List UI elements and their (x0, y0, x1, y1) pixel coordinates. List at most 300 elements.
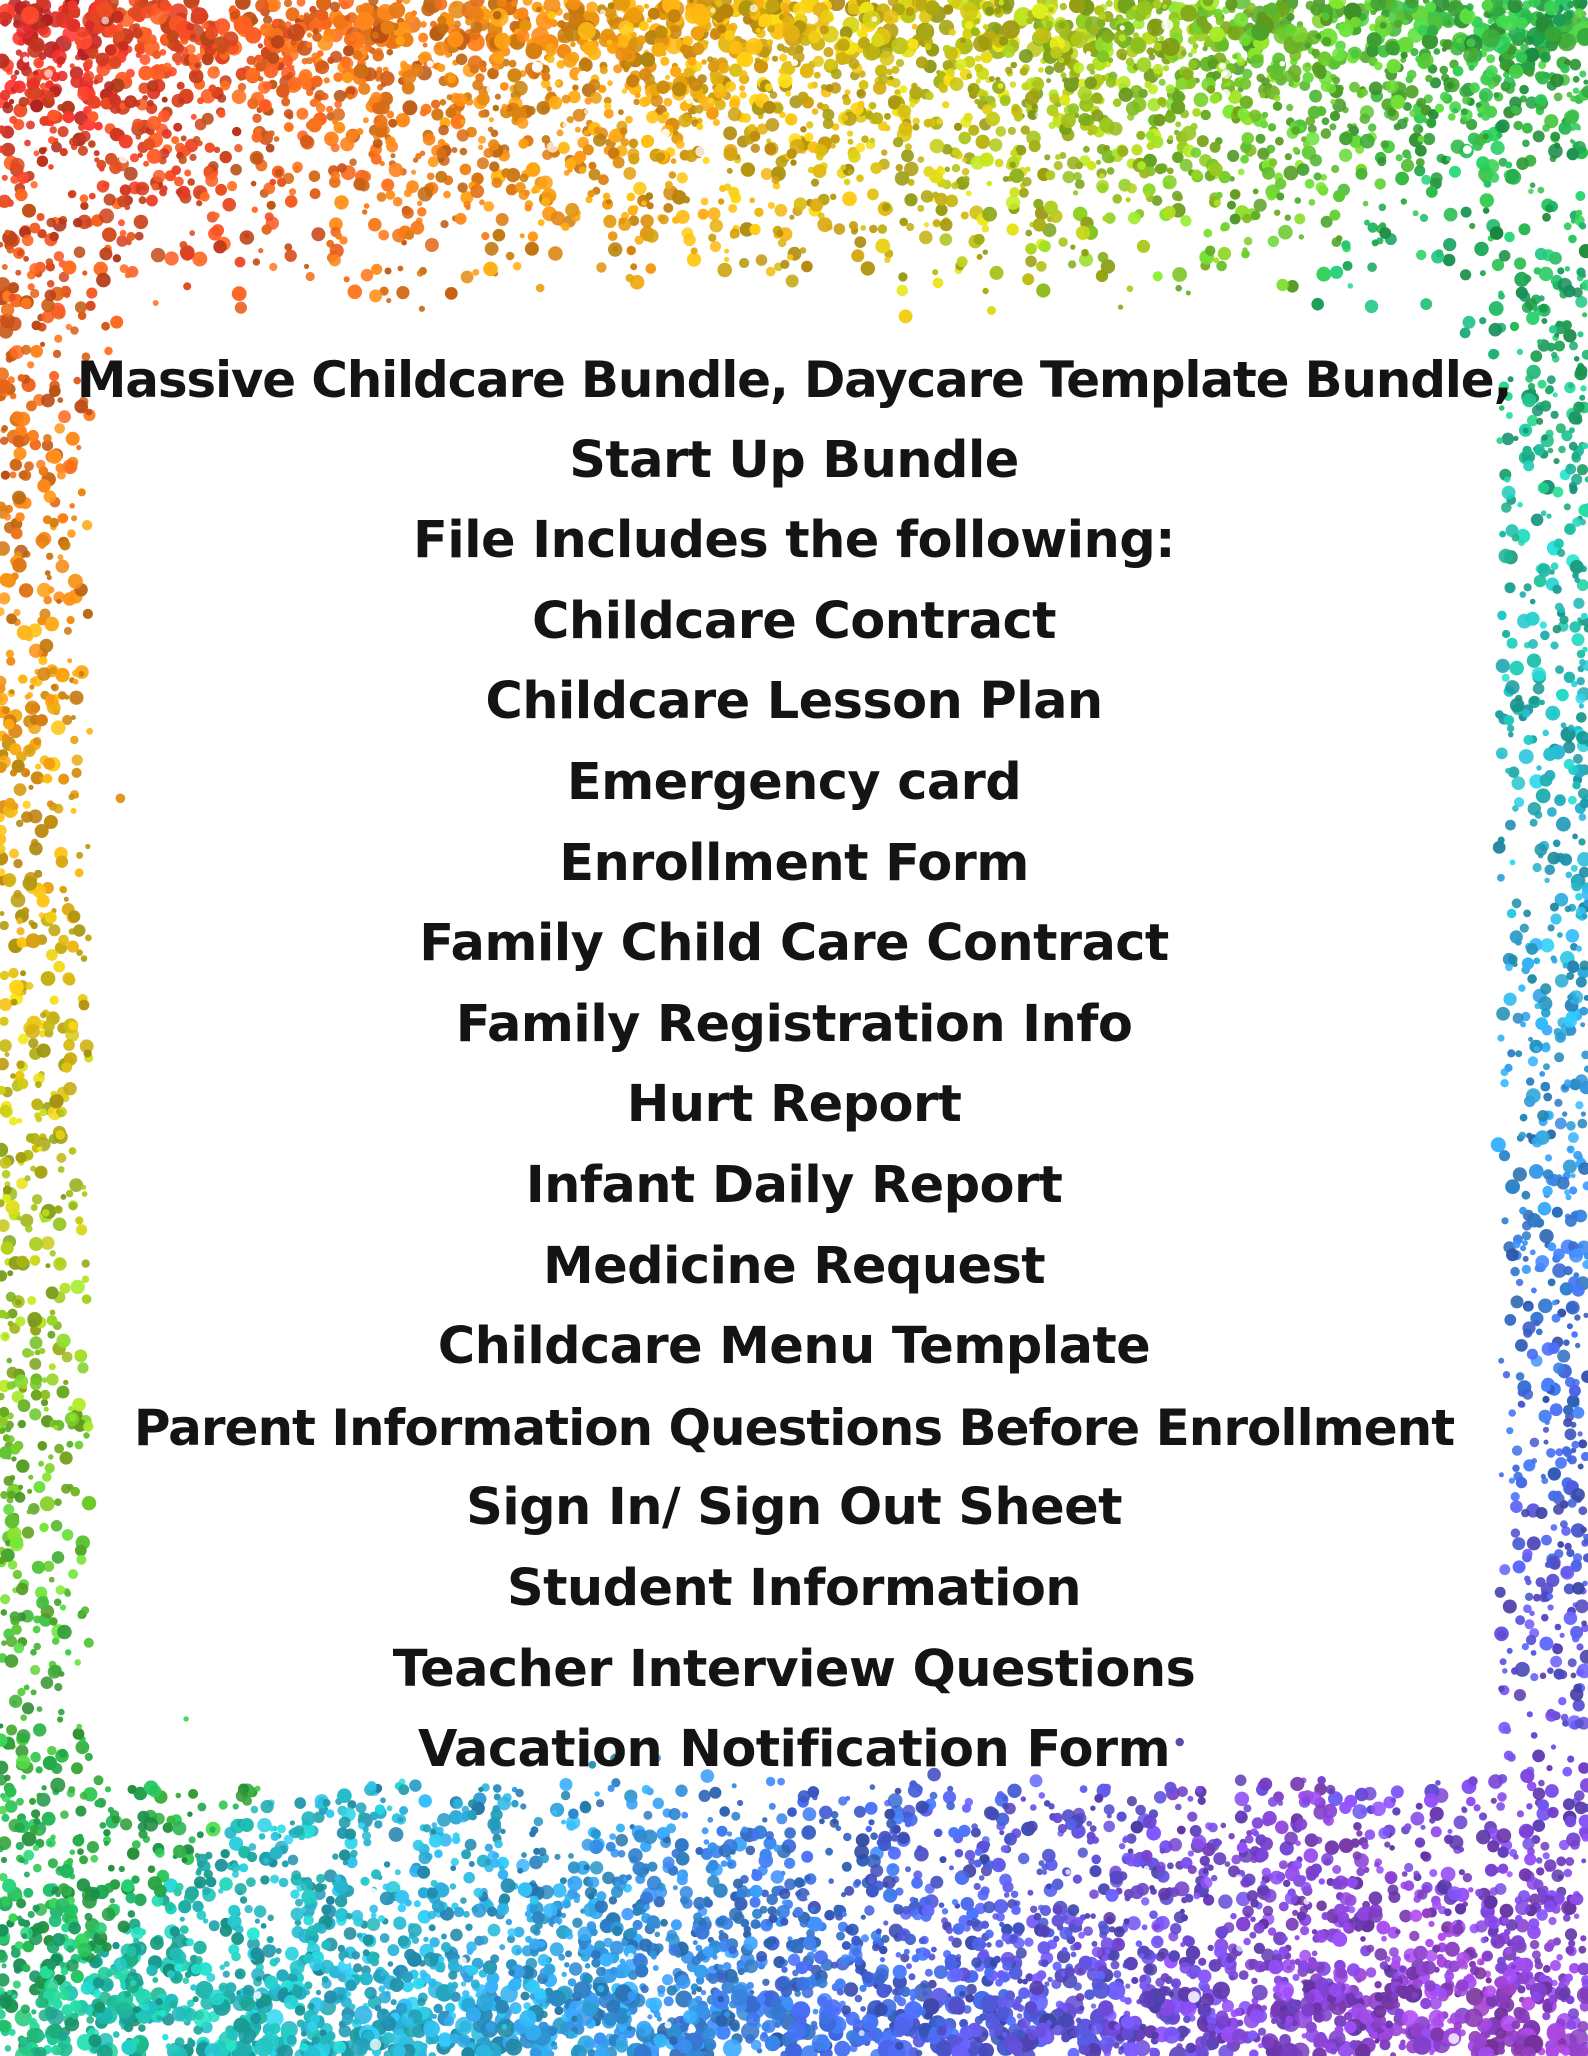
glitter-dot (847, 131, 853, 137)
glitter-dot (532, 185, 541, 194)
glitter-dot (607, 80, 613, 86)
glitter-dot (660, 1919, 668, 1927)
glitter-dot (983, 24, 989, 30)
glitter-dot (583, 144, 594, 155)
glitter-dot (1577, 1987, 1588, 2004)
glitter-dot (386, 190, 396, 200)
glitter-dot (31, 2009, 36, 2014)
glitter-dot (836, 1932, 845, 1941)
glitter-dot (1331, 165, 1339, 173)
glitter-dot (564, 1894, 572, 1902)
glitter-dot (883, 1920, 888, 1925)
glitter-dot (1550, 74, 1564, 88)
glitter-dot (1244, 237, 1253, 246)
glitter-dot (899, 85, 907, 93)
glitter-dot (153, 300, 159, 306)
glitter-dot (427, 133, 434, 140)
glitter-dot (557, 129, 564, 136)
glitter-dot (683, 234, 695, 246)
glitter-dot (213, 66, 219, 72)
glitter-dot (782, 1900, 787, 1905)
glitter-dot (70, 326, 79, 335)
glitter-dot (307, 32, 312, 37)
glitter-dot (1542, 124, 1550, 132)
glitter-dot (383, 1884, 390, 1891)
glitter-dot (1188, 1865, 1197, 1874)
glitter-dot (187, 178, 195, 186)
glitter-dot (1444, 1908, 1452, 1916)
glitter-dot (1175, 1804, 1182, 1811)
glitter-dot (495, 94, 501, 100)
glitter-dot (884, 257, 890, 263)
glitter-dot (86, 301, 96, 311)
glitter-dot (1305, 179, 1315, 189)
glitter-dot (824, 59, 836, 71)
glitter-dot (1119, 88, 1133, 102)
glitter-dot (1025, 230, 1032, 237)
glitter-dot (917, 205, 924, 212)
glitter-dot (178, 98, 184, 104)
glitter-dot (1515, 1915, 1523, 1923)
glitter-dot (1563, 1798, 1575, 1810)
glitter-dot (663, 203, 673, 213)
glitter-dot (814, 72, 821, 79)
glitter-dot (1519, 85, 1529, 95)
glitter-dot (1279, 1860, 1288, 1869)
glitter-dot (228, 1944, 239, 1955)
glitter-dot (966, 73, 972, 79)
glitter-dot (1131, 144, 1142, 155)
glitter-dot (292, 162, 303, 173)
glitter-dot (364, 203, 370, 209)
glitter-dot (54, 251, 64, 261)
glitter-dot (532, 166, 537, 171)
glitter-dot (232, 127, 241, 136)
glitter-dot (1330, 111, 1340, 121)
glitter-dot (625, 116, 633, 124)
glitter-dot (402, 0, 410, 4)
glitter-dot (1167, 1862, 1174, 1869)
glitter-dot (551, 211, 565, 225)
glitter-dot (163, 1822, 174, 1833)
glitter-dot (1440, 66, 1449, 75)
glitter-dot (247, 56, 256, 65)
glitter-dot (1213, 1852, 1226, 1865)
glitter-dot (488, 1924, 501, 1937)
glitter-dot (647, 2014, 652, 2019)
glitter-dot (1044, 154, 1050, 160)
glitter-dot (331, 143, 340, 152)
glitter-dot (1119, 1843, 1125, 1849)
glitter-dot (1469, 65, 1475, 71)
glitter-dot (977, 254, 983, 260)
glitter-dot (568, 1861, 580, 1873)
glitter-dot (958, 1825, 970, 1837)
glitter-dot (966, 190, 972, 196)
glitter-dot (1153, 271, 1163, 281)
glitter-dot (955, 59, 966, 70)
glitter-dot (1575, 296, 1587, 308)
glitter-dot (230, 5, 236, 11)
glitter-dot (428, 156, 439, 167)
glitter-dot (649, 1997, 663, 2011)
glitter-dot (0, 1952, 8, 1963)
glitter-dot (1309, 90, 1322, 103)
glitter-dot (1568, 235, 1577, 244)
glitter-dot (899, 310, 913, 324)
glitter-dot (1565, 1857, 1574, 1866)
glitter-dot (1086, 1821, 1092, 1827)
glitter-dot (629, 139, 639, 149)
glitter-dot (1305, 116, 1315, 126)
glitter-dot (307, 1925, 318, 1936)
glitter-dot (785, 113, 797, 125)
glitter-dot (554, 2006, 563, 2015)
glitter-dot (289, 188, 296, 195)
glitter-dot (699, 1790, 711, 1802)
glitter-dot (1001, 1845, 1009, 1853)
glitter-dot (851, 249, 864, 262)
glitter-dot (398, 266, 404, 272)
glitter-dot (311, 227, 325, 241)
glitter-dot (644, 4, 649, 9)
glitter-dot (127, 1847, 140, 1860)
glitter-dot (24, 1872, 30, 1878)
glitter-dot (1054, 161, 1063, 170)
glitter-dot (1214, 199, 1221, 206)
glitter-dot (870, 1832, 878, 1840)
glitter-dot (740, 1919, 749, 1928)
glitter-dot (582, 1839, 594, 1851)
glitter-dot (713, 119, 720, 126)
glitter-dot (1175, 285, 1182, 292)
glitter-dot (126, 1893, 137, 1904)
glitter-dot (496, 213, 509, 226)
glitter-dot (1565, 1928, 1577, 1940)
glitter-dot (451, 147, 457, 153)
glitter-dot (751, 1919, 761, 1929)
glitter-dot (904, 1949, 910, 1955)
glitter-dot (150, 1936, 164, 1950)
glitter-dot (420, 21, 427, 28)
glitter-dot (1229, 1975, 1235, 1981)
glitter-dot (1448, 113, 1456, 121)
glitter-dot (219, 1965, 225, 1971)
glitter-dot (1410, 48, 1418, 56)
glitter-dot (196, 1910, 206, 1920)
glitter-dot (1025, 243, 1037, 255)
glitter-dot (731, 1812, 740, 1821)
glitter-dot (485, 242, 499, 256)
glitter-dot (1409, 1931, 1419, 1941)
glitter-dot (165, 1901, 175, 1911)
glitter-dot (1203, 229, 1212, 238)
glitter-dot (1180, 159, 1193, 172)
glitter-dot (440, 99, 447, 106)
glitter-dot (1282, 1936, 1288, 1942)
glitter-dot (1361, 1842, 1368, 1849)
glitter-dot (1570, 59, 1582, 71)
glitter-dot (1392, 1972, 1399, 1979)
glitter-dot (197, 97, 204, 104)
glitter-dot (1420, 1825, 1425, 1830)
glitter-dot (388, 1961, 394, 1967)
glitter-dot (536, 284, 545, 293)
glitter-dot (789, 215, 794, 220)
glitter-dot (1404, 1880, 1415, 1891)
glitter-dot (982, 288, 988, 294)
glitter-dot (460, 1897, 467, 1904)
glitter-dot (1256, 134, 1266, 144)
glitter-dot (1443, 254, 1456, 267)
glitter-dot (317, 50, 324, 57)
glitter-dot (609, 1833, 616, 1840)
glitter-dot (379, 1991, 391, 2003)
glitter-dot (1426, 186, 1438, 198)
glitter-dot (23, 1888, 33, 1898)
glitter-dot (779, 54, 787, 62)
glitter-dot (1321, 128, 1332, 139)
glitter-dot (1332, 1878, 1343, 1889)
glitter-dot (1366, 1967, 1376, 1977)
glitter-dot (865, 1802, 878, 1815)
glitter-dot (1068, 2048, 1080, 2056)
glitter-dot (290, 1890, 299, 1899)
glitter-dot (521, 1992, 530, 2001)
glitter-dot (1574, 1790, 1585, 1801)
glitter-dot (1260, 92, 1266, 98)
glitter-dot (1254, 199, 1267, 212)
glitter-dot (995, 1940, 1003, 1948)
glitter-dot (1395, 1929, 1400, 1934)
glitter-dot (975, 55, 981, 61)
glitter-dot (1058, 237, 1067, 246)
glitter-dot (1421, 175, 1431, 185)
glitter-dot (1090, 1913, 1096, 1919)
glitter-dot (1083, 1926, 1093, 1936)
glitter-dot (1399, 1966, 1406, 1973)
glitter-dot (1474, 1804, 1481, 1811)
glitter-dot (86, 288, 97, 299)
glitter-dot (116, 235, 128, 247)
glitter-dot (1514, 257, 1526, 269)
glitter-dot (193, 1941, 206, 1954)
glitter-dot (1570, 95, 1576, 101)
glitter-dot (239, 1863, 248, 1872)
glitter-dot (820, 25, 829, 34)
glitter-dot (1387, 59, 1401, 73)
glitter-dot (854, 236, 866, 248)
glitter-dot (1228, 1833, 1234, 1839)
glitter-dot (13, 1981, 21, 1989)
glitter-dot (3, 102, 10, 109)
glitter-dot (1522, 123, 1533, 134)
glitter-dot (1319, 1878, 1325, 1884)
glitter-dot (108, 1865, 115, 1872)
glitter-dot (255, 1919, 260, 1924)
glitter-dot (1111, 1961, 1120, 1970)
glitter-dot (180, 1925, 189, 1934)
glitter-dot (856, 143, 865, 152)
glitter-dot (499, 1893, 510, 1904)
glitter-dot (189, 154, 196, 161)
glitter-dot (235, 257, 246, 268)
glitter-dot (1481, 1937, 1488, 1944)
glitter-dot (183, 282, 191, 290)
glitter-dot (761, 168, 773, 180)
glitter-dot (932, 269, 938, 275)
glitter-dot (1411, 1992, 1418, 1999)
glitter-dot (80, 202, 88, 210)
glitter-dot (1580, 1935, 1586, 1941)
glitter-dot (418, 33, 428, 43)
glitter-dot (437, 64, 445, 72)
glitter-dot (1127, 183, 1137, 193)
glitter-dot (0, 2009, 6, 2019)
glitter-dot (1, 1857, 7, 1863)
glitter-dot (261, 224, 271, 234)
glitter-dot (687, 253, 701, 267)
glitter-dot (596, 1799, 604, 1807)
glitter-dot (810, 198, 823, 211)
glitter-dot (989, 138, 1002, 151)
glitter-dot (443, 191, 451, 199)
glitter-dot (128, 1910, 136, 1918)
glitter-dot (1019, 188, 1029, 198)
glitter-dot (445, 287, 458, 300)
glitter-dot (1113, 2043, 1119, 2049)
glitter-dot (520, 1803, 526, 1809)
glitter-dot (1018, 1987, 1030, 1999)
glitter-dot (135, 232, 144, 241)
glitter-dot (1181, 50, 1187, 56)
glitter-dot (880, 1957, 885, 1962)
glitter-dot (1462, 1807, 1468, 1813)
glitter-dot (176, 1793, 182, 1799)
glitter-dot (1039, 1792, 1046, 1799)
glitter-dot (247, 98, 258, 109)
glitter-dot (450, 1883, 456, 1889)
glitter-dot (369, 1905, 378, 1914)
glitter-dot (119, 1866, 125, 1872)
glitter-dot (1583, 80, 1588, 85)
glitter-dot (746, 1846, 756, 1856)
glitter-dot (1135, 1805, 1146, 1816)
glitter-dot (1363, 201, 1369, 207)
glitter-dot (341, 57, 353, 69)
glitter-dot (999, 1830, 1004, 1835)
glitter-dot (653, 1798, 664, 1809)
glitter-dot (1260, 1837, 1273, 1850)
glitter-dot (954, 123, 962, 131)
glitter-dot (176, 189, 183, 196)
glitter-dot (118, 1921, 130, 1933)
glitter-dot (1510, 2035, 1517, 2042)
glitter-dot (648, 8, 660, 20)
glitter-dot (485, 1844, 493, 1852)
glitter-dot (127, 232, 136, 241)
glitter-dot (616, 1824, 625, 1833)
glitter-dot (1533, 1819, 1546, 1832)
glitter-dot (849, 221, 858, 230)
glitter-dot (564, 1962, 569, 1967)
glitter-dot (332, 108, 345, 121)
glitter-dot (363, 117, 369, 123)
glitter-dot (633, 182, 646, 195)
glitter-dot (453, 1832, 460, 1839)
glitter-dot (1083, 146, 1090, 153)
glitter-dot (134, 43, 144, 53)
glitter-dot (75, 301, 87, 313)
glitter-dot (1286, 104, 1293, 111)
glitter-dot (1078, 1848, 1088, 1858)
glitter-dot (1376, 1921, 1390, 1935)
glitter-dot (134, 215, 148, 229)
glitter-dot (294, 1797, 306, 1809)
glitter-dot (339, 0, 354, 9)
glitter-dot (183, 89, 192, 98)
glitter-dot (979, 2014, 986, 2021)
glitter-dot (1181, 126, 1196, 141)
glitter-dot (835, 1978, 846, 1989)
glitter-dot (933, 219, 940, 226)
glitter-dot (909, 102, 915, 108)
glitter-dot (447, 94, 453, 100)
glitter-dot (1187, 1812, 1197, 1822)
glitter-dot (85, 1913, 93, 1921)
glitter-dot (1046, 1884, 1052, 1890)
glitter-dot (332, 1853, 338, 1859)
glitter-dot (1038, 67, 1044, 73)
glitter-dot (461, 1849, 471, 1859)
glitter-dot (235, 302, 247, 314)
glitter-dot (976, 135, 990, 149)
glitter-dot (1006, 195, 1020, 209)
glitter-dot (419, 306, 425, 312)
glitter-dot (884, 113, 891, 120)
glitter-dot (321, 1940, 331, 1950)
glitter-dot (236, 1990, 241, 1995)
glitter-dot (1343, 261, 1353, 271)
glitter-dot (1407, 154, 1412, 159)
glitter-dot (240, 1896, 247, 1903)
glitter-dot (766, 118, 780, 132)
glitter-dot (544, 68, 550, 74)
glitter-dot (326, 106, 333, 113)
glitter-dot (1124, 1918, 1130, 1924)
glitter-dot (8, 1913, 17, 1922)
glitter-dot (1297, 163, 1310, 176)
glitter-dot (1091, 2003, 1096, 2008)
glitter-dot (974, 1883, 981, 1890)
glitter-dot (419, 1794, 432, 1807)
glitter-dot (930, 1792, 938, 1800)
glitter-dot (1295, 1841, 1301, 1847)
glitter-dot (660, 57, 669, 66)
glitter-dot (0, 90, 10, 101)
glitter-dot (26, 121, 35, 130)
glitter-dot (385, 268, 392, 275)
glitter-dot (429, 1924, 436, 1931)
glitter-dot (343, 1860, 348, 1865)
glitter-dot (380, 1933, 390, 1943)
glitter-dot (217, 94, 226, 103)
glitter-dot (184, 170, 191, 177)
glitter-dot (1154, 1791, 1167, 1804)
glitter-dot (1504, 232, 1515, 243)
glitter-dot (955, 1849, 964, 1858)
glitter-dot (692, 43, 705, 56)
